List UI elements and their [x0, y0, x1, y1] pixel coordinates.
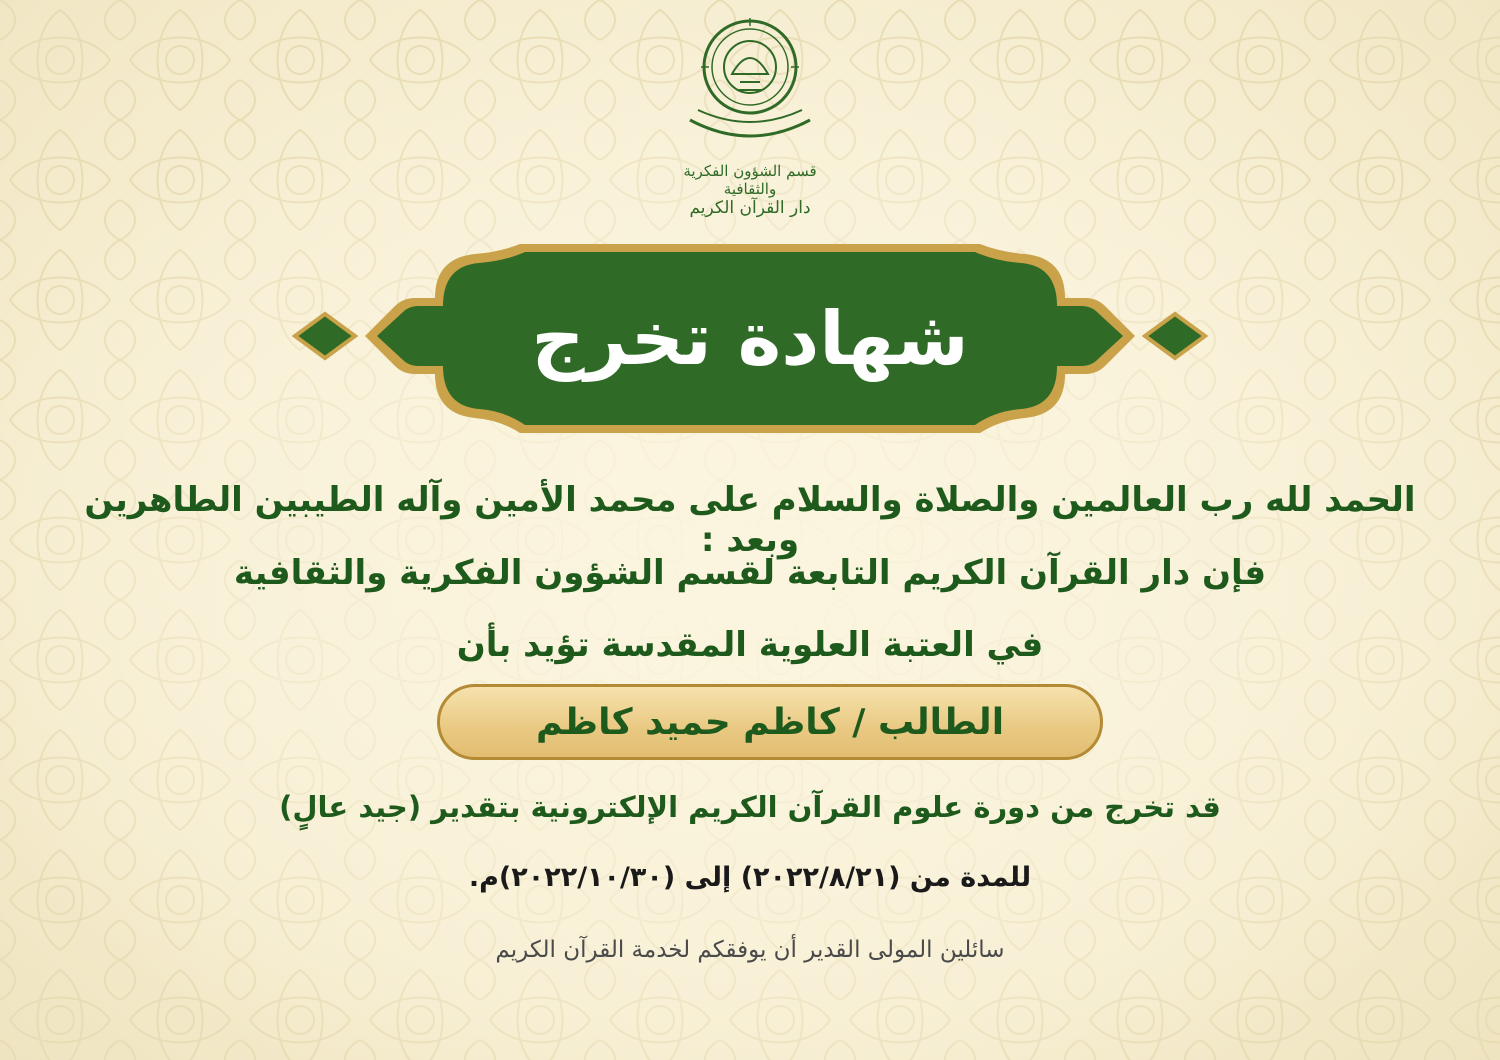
quran-house-label: دار القرآن الكريم [689, 198, 811, 218]
body-line-1: فإن دار القرآن الكريم التابعة لقسم الشؤون الفكرية والثقافية [233, 553, 1267, 593]
graduation-text: قد تخرج من دورة علوم القرآن الكريم الإلكترونية بتقدير (جيد عالٍ) [279, 790, 1221, 824]
student-name-box [437, 684, 1103, 760]
institution-emblem [660, 12, 840, 222]
department-label: قسم الشؤون الفكرية والثقافية [683, 162, 817, 198]
intro-text: الحمد لله رب العالمين والصلاة والسلام على محمد الأمين وآله الطيبين الطاهرين وبعد : [84, 480, 1416, 560]
student-name: الطالب / كاظم حميد كاظم [535, 701, 1005, 743]
shrine-seal-icon [660, 12, 840, 162]
closing-text: سائلين المولى القدير أن يوفقكم لخدمة القرآن الكريم [495, 937, 1005, 963]
certificate-title: شهادة تخرج [531, 295, 969, 382]
body-line-2: في العتبة العلوية المقدسة تؤيد بأن [456, 625, 1044, 665]
period-text: للمدة من (٢٠٢٢/٨/٢١) إلى (٢٠٢٢/١٠/٣٠)م. [468, 862, 1032, 893]
